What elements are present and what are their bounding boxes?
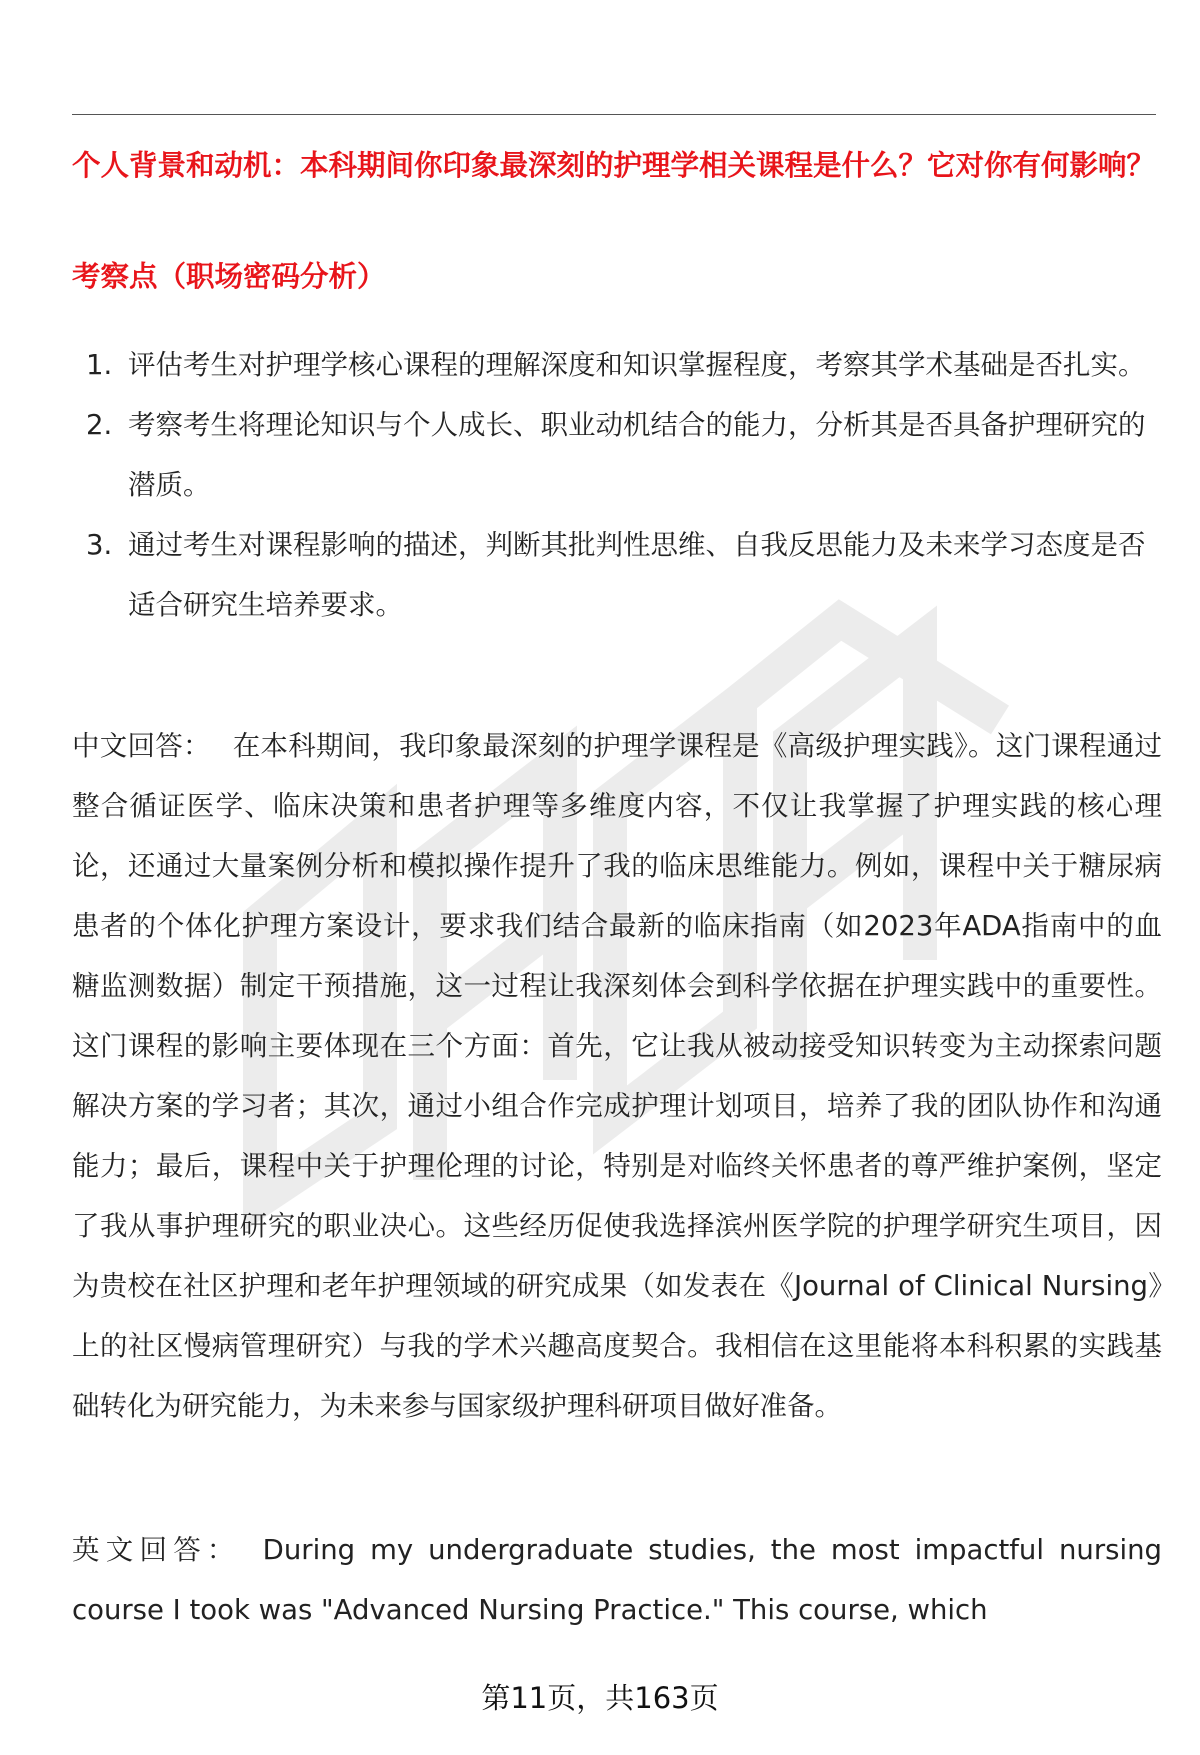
- point-text: 考察考生将理论知识与个人成长、职业动机结合的能力，分析其是否具备护理研究的潜质。: [128, 409, 1146, 501]
- point-text: 评估考生对护理学核心课程的理解深度和知识掌握程度，考察其学术基础是否扎实。: [128, 349, 1146, 381]
- point-number: 2.: [86, 409, 113, 441]
- assessment-point: [72, 515, 1152, 635]
- assessment-point: [72, 335, 1152, 395]
- assessment-heading: 考察点（职场密码分析）: [72, 260, 386, 293]
- point-number: 3.: [86, 529, 113, 561]
- assessment-points-list: [72, 335, 1152, 635]
- point-number: 1.: [86, 349, 113, 381]
- assessment-point: [72, 395, 1152, 515]
- chinese-answer: [72, 716, 1162, 1436]
- point-text: 通过考生对课程影响的描述，判断其批判性思维、自我反思能力及未来学习态度是否适合研究生培养要求。: [128, 529, 1146, 621]
- page-number-footer: 第11页，共163页: [481, 1681, 719, 1715]
- chinese-answer-label: 中文回答：: [72, 730, 211, 762]
- english-answer-text: During my undergraduate studies, the most impactful nursing course I took was "Advanced Nursing Practice." This course, which: [72, 1534, 1162, 1626]
- english-answer: [72, 1520, 1162, 1640]
- english-answer-label: 英文回答：: [72, 1534, 241, 1566]
- chinese-answer-text: 在本科期间，我印象最深刻的护理学课程是《高级护理实践》。这门课程通过整合循证医学、临床决策和患者护理等多维度内容，不仅让我掌握了护理实践的核心理论，还通过大量案例分析和模拟操作提升了我的临床思维能力。例如，课程中关于糖尿病患者的个体化护理方案设计，要求我们结合最新的临床指南（如2023年ADA指南中的血糖监测数据）制定干预措施，这一过程让我深刻体会到科学依据在护理实践中的重要性。这门课程的影响主要体现在三个方面：首先，它让我从被动接受知识转变为主动探索问题解决方案的学习者；其次，通过小组合作完成护理计划项目，培养了我的团队协作和沟通能力；最后，课程中关于护理伦理的讨论，特别是对临终关怀患者的尊严维护案例，坚定了我从事护理研究的职业决心。这些经历促使我选择滨州医学院的护理学研究生项目，因为贵校在社区护理和老年护理领域的研究成果（如发表在《Journal of Clinical Nursing》上的社区慢病管理研究）与我的学术兴趣高度契合。我相信在这里能将本科积累的实践基础转化为研究能力，为未来参与国家级护理科研项目做好准备。: [72, 730, 1162, 1422]
- question-heading: 个人背景和动机：本科期间你印象最深刻的护理学相关课程是什么？它对你有何影响？: [72, 149, 1156, 182]
- header-divider: [72, 114, 1156, 115]
